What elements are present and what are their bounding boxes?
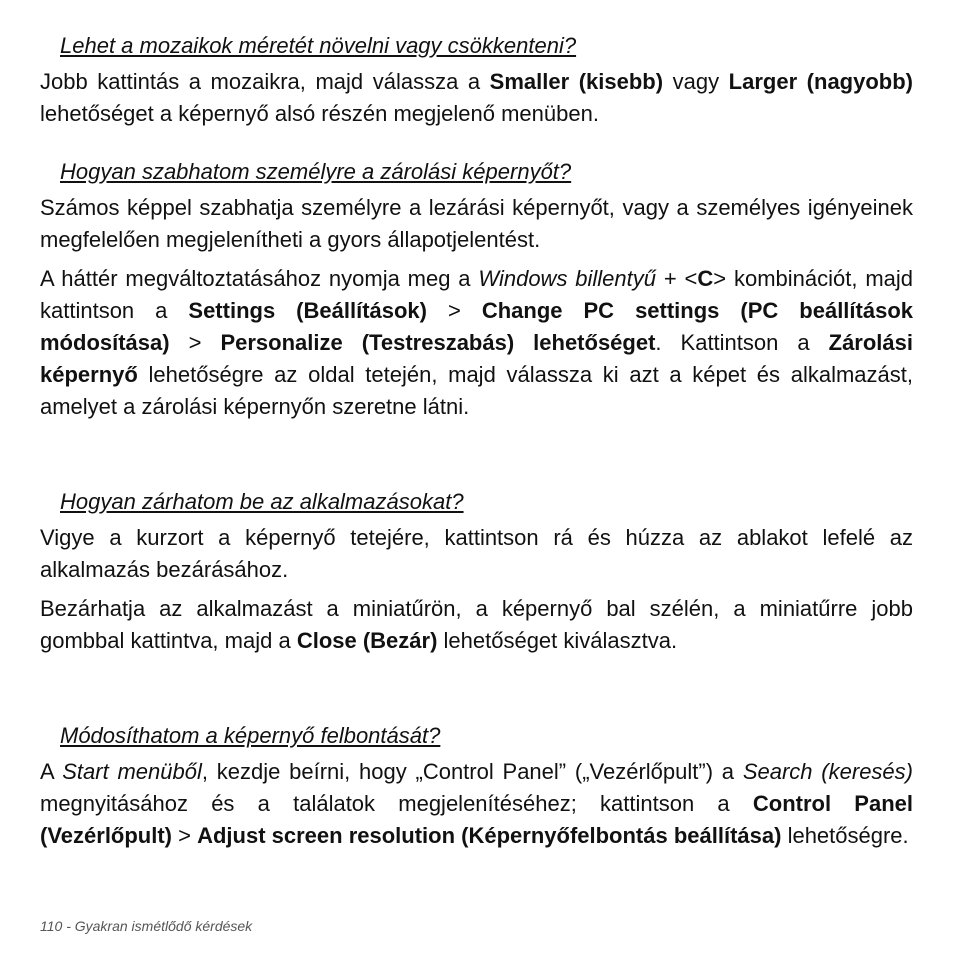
text-run: Számos képpel szabhatja személyre a lezárási képernyőt, vagy a személyes igényeinek megfelelően megjelenítheti a gyors állapotjelentést.	[40, 195, 913, 252]
italic-term: Search (keresés)	[742, 759, 913, 784]
text-run: lehetőségre.	[781, 823, 909, 848]
text-run: Jobb kattintás a mozaikra, majd válassza a	[40, 69, 490, 94]
bold-term: Settings (Beállítások)	[188, 298, 427, 323]
text-run: >	[427, 298, 482, 323]
bold-term: Smaller (kisebb)	[489, 69, 664, 94]
text-run: > kombinációt, majd kattintson a	[40, 266, 914, 323]
faq-question: Módosíthatom a képernyő felbontását?	[60, 723, 441, 748]
faq-answer-paragraph	[40, 593, 913, 657]
faq-answer-paragraph	[40, 66, 913, 130]
bold-term: Control Panel (Vezérlőpult)	[40, 791, 913, 848]
italic-term: Windows billentyű	[478, 266, 657, 291]
bold-term: Personalize (Testreszabás) lehetőséget	[220, 330, 656, 355]
text-run: , kezdje beírni, hogy „Control Panel” („Vezérlőpult”) a	[201, 759, 743, 784]
faq-answer-paragraph	[40, 756, 913, 852]
text-run: . Kattintson a	[655, 330, 829, 355]
faq-question: Hogyan szabhatom személyre a zárolási képernyőt?	[60, 159, 572, 184]
text-run: vagy	[663, 69, 729, 94]
bold-term: Larger (nagyobb)	[728, 69, 914, 94]
faq-section-lock-screen	[40, 158, 913, 430]
text-run: + <	[656, 266, 698, 291]
text-run: Vigye a kurzort a képernyő tetejére, kattintson rá és húzza az ablakot lefelé az alkalmazás bezárásához.	[40, 525, 913, 582]
text-run: A háttér megváltoztatásához nyomja meg a	[40, 266, 479, 291]
faq-answer-paragraph	[40, 522, 913, 586]
bold-term: Close (Bezár)	[296, 628, 438, 653]
faq-answer-paragraph	[40, 263, 913, 423]
faq-section-close-apps	[40, 488, 913, 664]
text-run: >	[172, 823, 198, 848]
text-run: Bezárhatja az alkalmazást a miniatűrön, a képernyő bal szélén, a miniatűrre jobb gombbal kattintva, majd a	[40, 596, 913, 653]
text-run: A	[40, 759, 63, 784]
italic-term: Start menüből	[62, 759, 202, 784]
bold-term: Change PC settings (PC beállítások módosítása)	[40, 298, 914, 355]
text-run: lehetőségre az oldal tetején, majd válassza ki azt a képet és alkalmazást, amelyet a zárolási képernyőn szeretne látni.	[40, 362, 913, 419]
faq-answer-paragraph	[40, 192, 913, 256]
bold-term: Zárolási képernyő	[40, 330, 913, 387]
faq-section-tile-size	[40, 32, 913, 137]
faq-question: Hogyan zárhatom be az alkalmazásokat?	[60, 489, 464, 514]
text-run: lehetőséget a képernyő alsó részén megjelenő menüben.	[40, 101, 599, 126]
page-footer: 110 - Gyakran ismétlődő kérdések	[40, 918, 253, 934]
faq-question: Lehet a mozaikok méretét növelni vagy csökkenteni?	[60, 33, 577, 58]
text-run: megnyitásához és a találatok megjelenítéséhez; kattintson a	[40, 791, 753, 816]
text-run: >	[169, 330, 221, 355]
text-run: lehetőséget kiválasztva.	[437, 628, 678, 653]
bold-term: Adjust screen resolution (Képernyőfelbontás beállítása)	[197, 823, 782, 848]
faq-section-screen-resolution	[40, 722, 913, 859]
bold-term: C	[697, 266, 714, 291]
